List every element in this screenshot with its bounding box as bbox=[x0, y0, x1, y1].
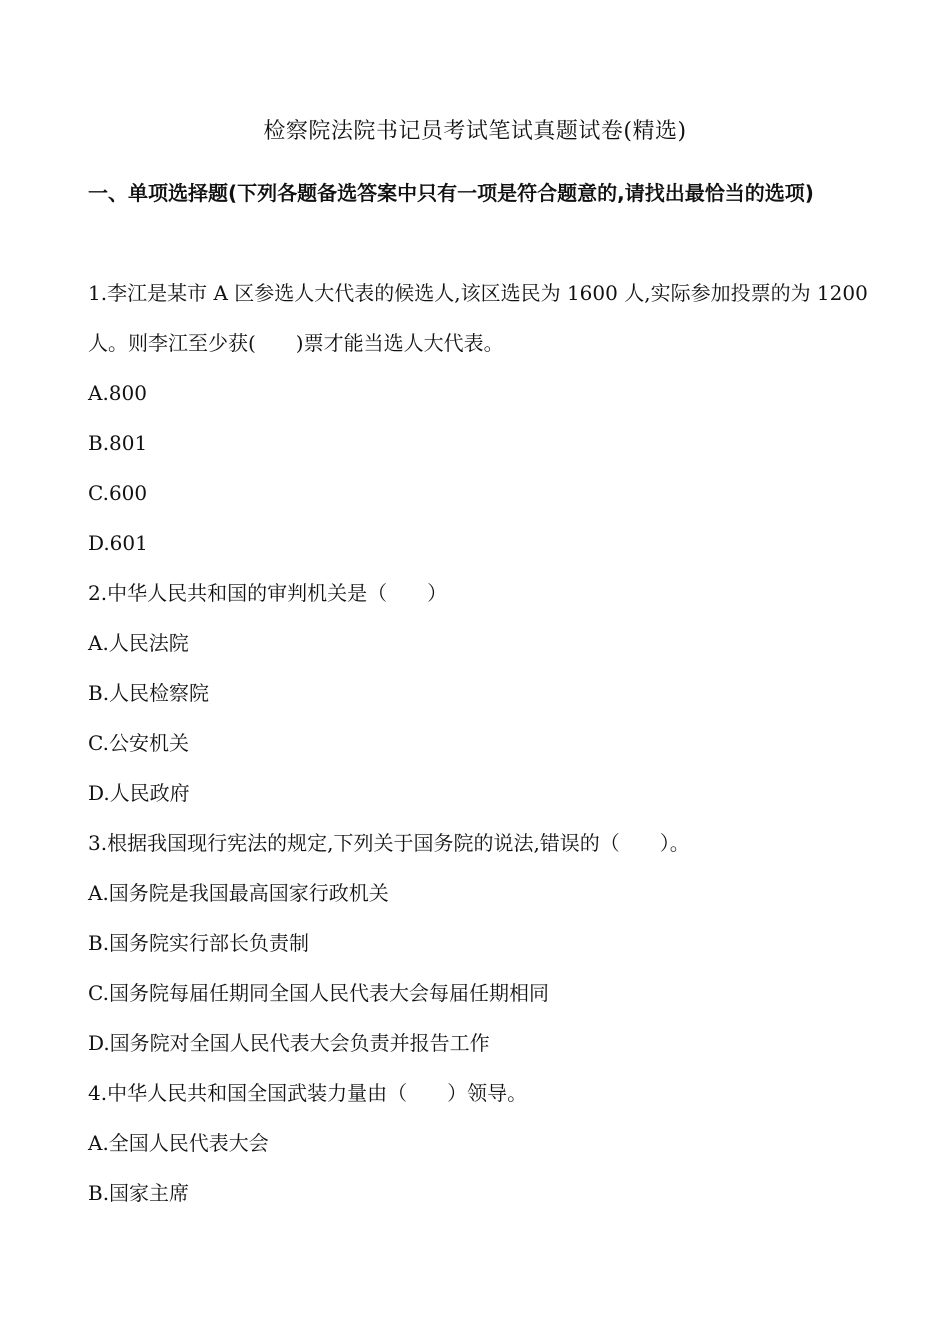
question-text: 3.根据我国现行宪法的规定,下列关于国务院的说法,错误的（ ）。 bbox=[88, 831, 690, 855]
question-2 bbox=[88, 568, 878, 818]
option-c: C.600 bbox=[88, 481, 148, 505]
question-text: 2.中华人民共和国的审判机关是（ ） bbox=[88, 581, 448, 605]
option-c: C.公安机关 bbox=[88, 731, 189, 755]
question-text: 4.中华人民共和国全国武装力量由（ ）领导。 bbox=[88, 1081, 528, 1105]
question-text: 1.李江是某市 A 区参选人大代表的候选人,该区选民为 1600 人,实际参加投票的为 1200 人。则李江至少获( )票才能当选人大代表。 bbox=[88, 281, 868, 355]
option-a: A.全国人民代表大会 bbox=[88, 1131, 269, 1155]
page-title: 检察院法院书记员考试笔试真题试卷(精选) bbox=[263, 119, 687, 144]
option-b: B.国务院实行部长负责制 bbox=[88, 931, 310, 955]
option-a: A.国务院是我国最高国家行政机关 bbox=[88, 881, 389, 905]
section-heading: 一、单项选择题(下列各题备选答案中只有一项是符合题意的,请找出最恰当的选项) bbox=[88, 181, 814, 205]
question-list bbox=[88, 268, 878, 1218]
question-3 bbox=[88, 818, 878, 1068]
option-d: D.601 bbox=[88, 531, 148, 555]
question-1 bbox=[88, 268, 878, 568]
option-b: B.人民检察院 bbox=[88, 681, 210, 705]
option-c: C.国务院每届任期同全国人民代表大会每届任期相同 bbox=[88, 981, 549, 1005]
question-4 bbox=[88, 1068, 878, 1218]
option-b: B.801 bbox=[88, 431, 148, 455]
option-d: D.国务院对全国人民代表大会负责并报告工作 bbox=[88, 1031, 490, 1055]
option-a: A.人民法院 bbox=[88, 631, 189, 655]
option-b: B.国家主席 bbox=[88, 1181, 190, 1205]
option-a: A.800 bbox=[88, 381, 147, 405]
option-d: D.人民政府 bbox=[88, 781, 190, 805]
